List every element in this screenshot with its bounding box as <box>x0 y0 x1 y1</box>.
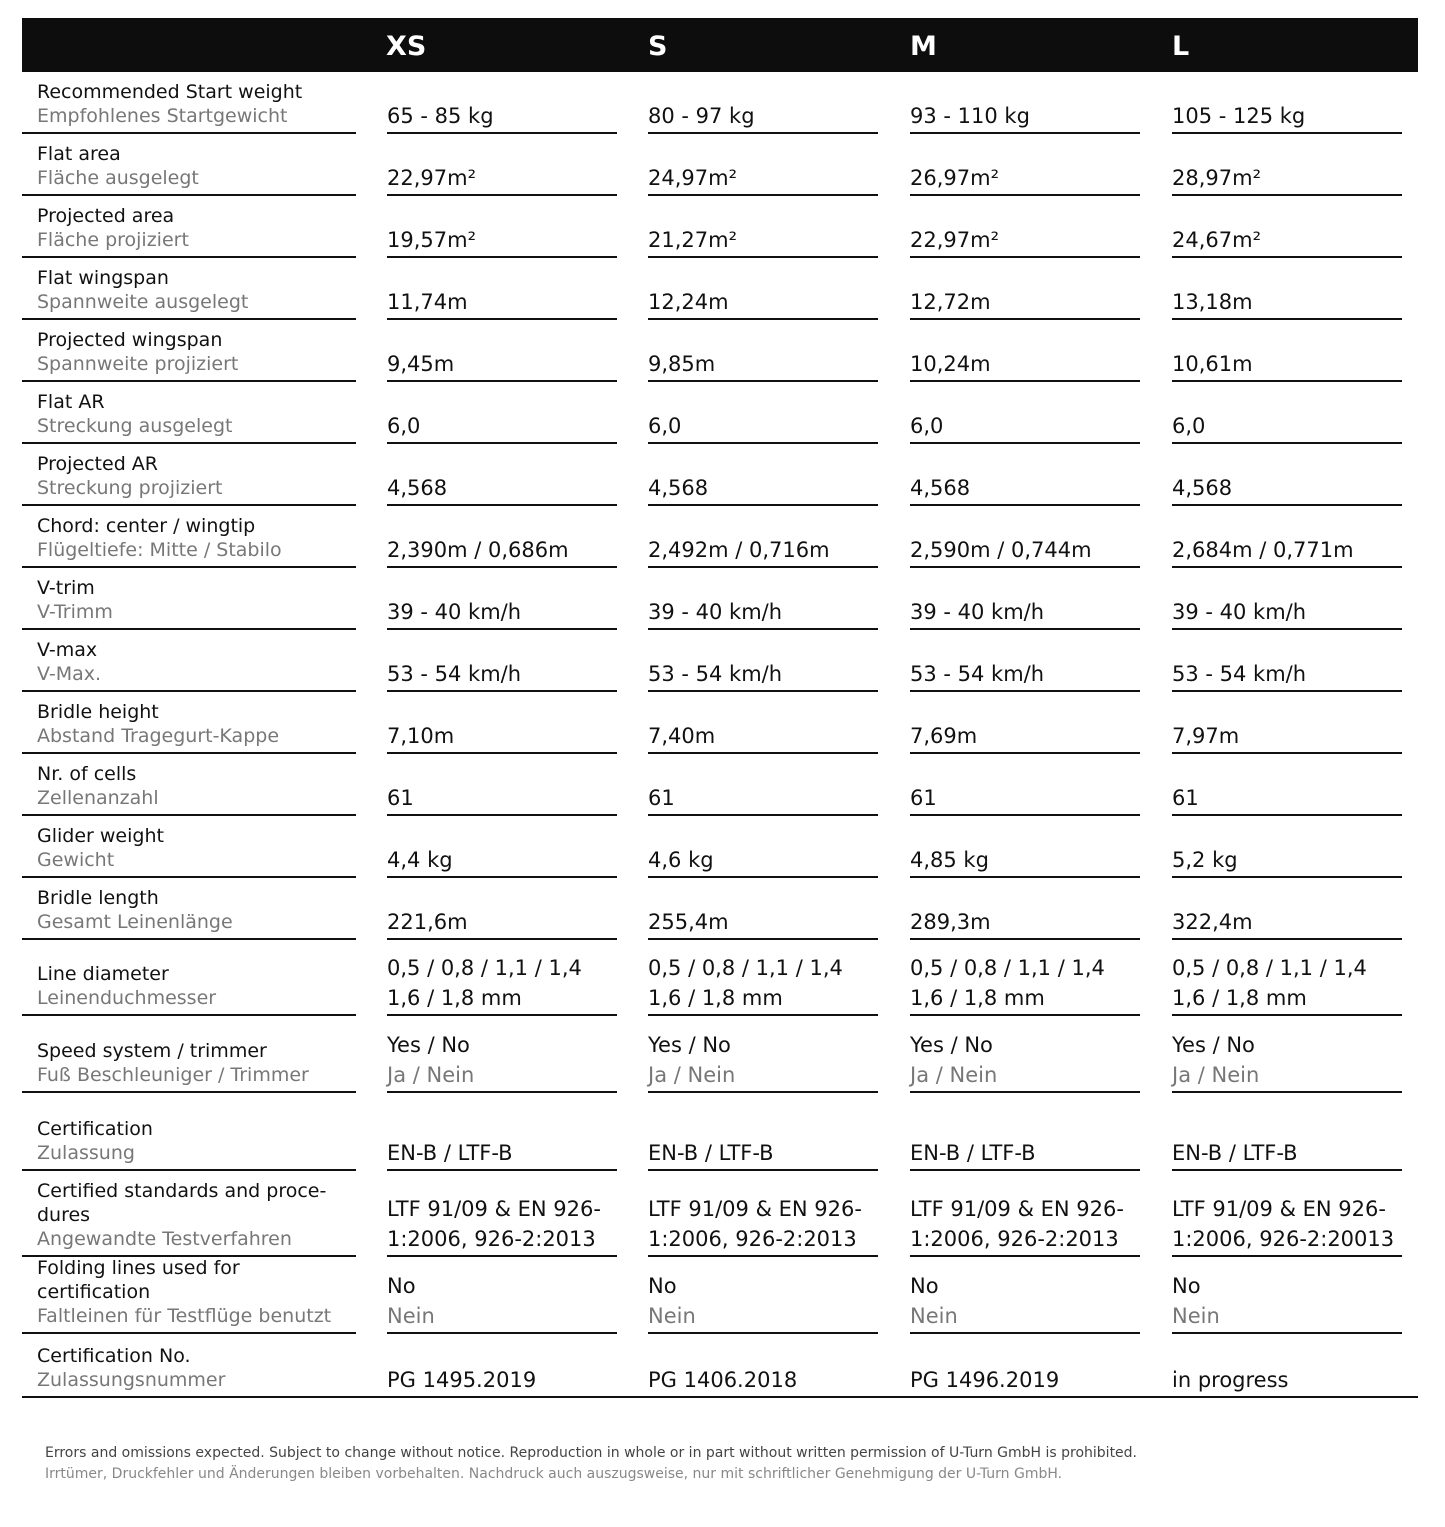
value-cell-xs <box>387 412 617 444</box>
cell-value: Yes / No <box>910 1033 993 1057</box>
row-label-german: Streckung ausgelegt <box>37 415 233 437</box>
cell-value-second-line: Ja / Nein <box>910 1063 998 1087</box>
row-label-english: Flat AR <box>37 391 105 413</box>
row-label <box>22 1344 356 1398</box>
value-cell-m <box>910 474 1140 506</box>
value-cell-l <box>1172 784 1402 816</box>
table-row <box>22 1257 1418 1334</box>
cell-value-second-line: 1:2006, 926-2:2013 <box>387 1227 596 1251</box>
cell-value: EN-B / LTF-B <box>648 1141 774 1165</box>
table-row <box>22 940 1418 1016</box>
cell-value-second-line: Nein <box>648 1304 696 1328</box>
row-label <box>22 962 356 1016</box>
value-cell-l <box>1172 1272 1402 1334</box>
cell-value: 80 - 97 kg <box>648 104 755 128</box>
value-cell-m <box>910 226 1140 258</box>
cell-value-second-line: 1:2006, 926-2:2013 <box>910 1227 1119 1251</box>
cell-value: 7,40m <box>648 724 716 748</box>
cell-value: 6,0 <box>910 414 944 438</box>
row-label <box>22 700 356 754</box>
value-cell-m <box>910 102 1140 134</box>
value-cell-xs <box>387 908 617 940</box>
row-label-english: V-max <box>37 639 98 661</box>
cell-value-second-line: Ja / Nein <box>387 1063 475 1087</box>
table-row <box>22 754 1418 816</box>
row-label <box>22 328 356 382</box>
row-label-english: Projected AR <box>37 453 158 475</box>
cell-value: 61 <box>1172 786 1199 810</box>
value-cell-xs <box>387 660 617 692</box>
row-label-english: Speed system / trimmer <box>37 1040 267 1062</box>
cell-value: 4,568 <box>648 476 709 500</box>
row-label <box>22 204 356 258</box>
value-cell-xs <box>387 1195 617 1257</box>
cell-value: 9,45m <box>387 352 455 376</box>
cell-value: 65 - 85 kg <box>387 104 494 128</box>
row-label-german: Gewicht <box>37 849 115 871</box>
cell-value: 4,6 kg <box>648 848 714 872</box>
value-cell-xs <box>387 1272 617 1334</box>
value-cell-l <box>1172 536 1402 568</box>
row-label-english: Glider weight <box>37 825 164 847</box>
table-row <box>22 72 1418 134</box>
cell-value: 2,390m / 0,686m <box>387 538 569 562</box>
row-label-english: Certification <box>37 1118 153 1140</box>
value-cell-xs <box>387 846 617 878</box>
row-label-english: Nr. of cells <box>37 763 137 785</box>
value-cell-s <box>648 1031 878 1093</box>
cell-value: 11,74m <box>387 290 468 314</box>
cell-value-second-line: 1,6 / 1,8 mm <box>648 986 783 1010</box>
value-cell-xs <box>387 536 617 568</box>
cell-value: LTF 91/09 & EN 926- <box>387 1197 601 1221</box>
cell-value: LTF 91/09 & EN 926- <box>910 1197 1124 1221</box>
value-cell-m <box>910 846 1140 878</box>
value-cell-s <box>648 102 878 134</box>
value-cell-s <box>648 1195 878 1257</box>
row-label-english: Certified standards and proce- <box>37 1180 327 1202</box>
row-label-english-continued: dures <box>37 1204 91 1226</box>
value-cell-m <box>910 660 1140 692</box>
value-cell-m <box>910 1139 1140 1171</box>
value-cell-l <box>1172 954 1402 1016</box>
cell-value: 24,97m² <box>648 166 737 190</box>
value-cell-xs <box>387 164 617 196</box>
value-cell-m <box>910 1366 1140 1398</box>
cell-value: PG 1406.2018 <box>648 1368 798 1392</box>
cell-value: 53 - 54 km/h <box>648 662 783 686</box>
row-label-german: Zulassung <box>37 1142 135 1164</box>
table-row <box>22 630 1418 692</box>
row-label-german: Angewandte Testverfahren <box>37 1228 292 1250</box>
value-cell-s <box>648 288 878 320</box>
size-header-s: S <box>648 31 668 62</box>
cell-value-second-line: Nein <box>387 1304 435 1328</box>
row-label <box>22 1256 356 1334</box>
cell-value: 7,97m <box>1172 724 1240 748</box>
table-row <box>22 382 1418 444</box>
value-cell-l <box>1172 1195 1402 1257</box>
cell-value: 10,61m <box>1172 352 1253 376</box>
table-row <box>22 1334 1418 1398</box>
row-label-german: Empfohlenes Startgewicht <box>37 105 288 127</box>
value-cell-s <box>648 474 878 506</box>
row-label-german: V-Trimm <box>37 601 113 623</box>
value-cell-m <box>910 1031 1140 1093</box>
cell-value: 7,10m <box>387 724 455 748</box>
cell-value: 0,5 / 0,8 / 1,1 / 1,4 <box>910 956 1105 980</box>
value-cell-m <box>910 908 1140 940</box>
row-label-german: Zulassungsnummer <box>37 1369 226 1391</box>
value-cell-s <box>648 164 878 196</box>
row-label-german: Streckung projiziert <box>37 477 223 499</box>
value-cell-l <box>1172 474 1402 506</box>
value-cell-s <box>648 1139 878 1171</box>
cell-value: 61 <box>648 786 675 810</box>
cell-value: EN-B / LTF-B <box>387 1141 513 1165</box>
cell-value: 322,4m <box>1172 910 1253 934</box>
row-label-english: Chord: center / wingtip <box>37 515 256 537</box>
row-label-english: Certification No. <box>37 1345 191 1367</box>
row-label-german: V-Max. <box>37 663 102 685</box>
cell-value: Yes / No <box>387 1033 470 1057</box>
cell-value: 28,97m² <box>1172 166 1261 190</box>
disclaimer-english: Errors and omissions expected. Subject to change without notice. Reproduction in whole or in part without written permission of U-Turn GmbH is prohibited. <box>45 1445 1138 1461</box>
cell-value: EN-B / LTF-B <box>910 1141 1036 1165</box>
value-cell-l <box>1172 164 1402 196</box>
cell-value: 6,0 <box>387 414 421 438</box>
value-cell-xs <box>387 1366 617 1398</box>
row-label-english: Flat area <box>37 143 121 165</box>
cell-value: 7,69m <box>910 724 978 748</box>
row-label-german: Flügeltiefe: Mitte / Stabilo <box>37 539 282 561</box>
table-header <box>22 18 1418 72</box>
row-label-english: Recommended Start weight <box>37 81 303 103</box>
row-label-english: Projected wingspan <box>37 329 223 351</box>
value-cell-s <box>648 954 878 1016</box>
cell-value: 61 <box>387 786 414 810</box>
table-row <box>22 878 1418 940</box>
cell-value-second-line: 1:2006, 926-2:2013 <box>648 1227 857 1251</box>
row-label-english: Bridle height <box>37 701 159 723</box>
table-row <box>22 320 1418 382</box>
table-row <box>22 816 1418 878</box>
cell-value: 0,5 / 0,8 / 1,1 / 1,4 <box>648 956 843 980</box>
value-cell-m <box>910 1272 1140 1334</box>
row-label-german: Faltleinen für Testflüge benutzt <box>37 1305 332 1327</box>
cell-value: No <box>387 1274 416 1298</box>
value-cell-l <box>1172 1139 1402 1171</box>
cell-value: LTF 91/09 & EN 926- <box>1172 1197 1386 1221</box>
row-label-english: V-trim <box>37 577 95 599</box>
row-label-german: Zellenanzahl <box>37 787 159 809</box>
cell-value: 19,57m² <box>387 228 476 252</box>
value-cell-l <box>1172 598 1402 630</box>
row-label-english: Flat wingspan <box>37 267 169 289</box>
cell-value: 22,97m² <box>387 166 476 190</box>
cell-value: 61 <box>910 786 937 810</box>
cell-value-second-line: 1,6 / 1,8 mm <box>387 986 522 1010</box>
value-cell-xs <box>387 598 617 630</box>
cell-value: 22,97m² <box>910 228 999 252</box>
value-cell-s <box>648 350 878 382</box>
value-cell-s <box>648 412 878 444</box>
value-cell-m <box>910 1195 1140 1257</box>
row-label <box>22 762 356 816</box>
cell-value: 24,67m² <box>1172 228 1261 252</box>
value-cell-xs <box>387 1139 617 1171</box>
cell-value: No <box>648 1274 677 1298</box>
value-cell-s <box>648 1272 878 1334</box>
value-cell-s <box>648 784 878 816</box>
value-cell-s <box>648 226 878 258</box>
row-label-english: Bridle length <box>37 887 159 909</box>
value-cell-l <box>1172 660 1402 692</box>
cell-value: in progress <box>1172 1368 1289 1392</box>
cell-value: 4,85 kg <box>910 848 989 872</box>
value-cell-xs <box>387 784 617 816</box>
cell-value: 93 - 110 kg <box>910 104 1030 128</box>
cell-value: 2,684m / 0,771m <box>1172 538 1354 562</box>
disclaimer <box>45 1443 1137 1485</box>
cell-value: 6,0 <box>648 414 682 438</box>
value-cell-s <box>648 846 878 878</box>
value-cell-xs <box>387 722 617 754</box>
cell-value-second-line: Ja / Nein <box>648 1063 736 1087</box>
value-cell-xs <box>387 1031 617 1093</box>
row-label <box>22 1039 356 1093</box>
row-label <box>22 824 356 878</box>
value-cell-m <box>910 536 1140 568</box>
cell-value: 289,3m <box>910 910 991 934</box>
value-cell-s <box>648 536 878 568</box>
table-row <box>22 568 1418 630</box>
row-label <box>22 886 356 940</box>
value-cell-m <box>910 412 1140 444</box>
table-row <box>22 506 1418 568</box>
value-cell-l <box>1172 1031 1402 1093</box>
value-cell-m <box>910 288 1140 320</box>
cell-value: 255,4m <box>648 910 729 934</box>
table-row <box>22 692 1418 754</box>
cell-value: PG 1496.2019 <box>910 1368 1060 1392</box>
value-cell-l <box>1172 908 1402 940</box>
value-cell-xs <box>387 350 617 382</box>
value-cell-xs <box>387 226 617 258</box>
cell-value-second-line: Nein <box>1172 1304 1220 1328</box>
row-label <box>22 638 356 692</box>
value-cell-m <box>910 598 1140 630</box>
value-cell-l <box>1172 846 1402 878</box>
cell-value-second-line: Ja / Nein <box>1172 1063 1260 1087</box>
cell-value: 53 - 54 km/h <box>910 662 1045 686</box>
value-cell-m <box>910 784 1140 816</box>
row-label <box>22 452 356 506</box>
row-label-german: Fläche projiziert <box>37 229 189 251</box>
row-label-german: Fläche ausgelegt <box>37 167 199 189</box>
value-cell-s <box>648 1366 878 1398</box>
table-row <box>22 444 1418 506</box>
row-label-english: Line diameter <box>37 963 169 985</box>
cell-value: 39 - 40 km/h <box>387 600 522 624</box>
row-label <box>22 390 356 444</box>
cell-value: 0,5 / 0,8 / 1,1 / 1,4 <box>387 956 582 980</box>
cell-value: 4,4 kg <box>387 848 453 872</box>
value-cell-m <box>910 954 1140 1016</box>
table-row <box>22 1171 1418 1257</box>
cell-value: 4,568 <box>387 476 448 500</box>
value-cell-s <box>648 660 878 692</box>
table-row <box>22 134 1418 196</box>
cell-value: 4,568 <box>910 476 971 500</box>
size-header-xs: XS <box>386 31 427 62</box>
cell-value: LTF 91/09 & EN 926- <box>648 1197 862 1221</box>
value-cell-m <box>910 164 1140 196</box>
row-label-german: Spannweite ausgelegt <box>37 291 249 313</box>
cell-value: 10,24m <box>910 352 991 376</box>
row-label-english: Folding lines used for certification <box>37 1257 240 1303</box>
row-label <box>22 1179 356 1257</box>
cell-value: 13,18m <box>1172 290 1253 314</box>
cell-value: PG 1495.2019 <box>387 1368 537 1392</box>
table-body <box>22 72 1418 1398</box>
size-header-m: M <box>910 31 937 62</box>
cell-value: 0,5 / 0,8 / 1,1 / 1,4 <box>1172 956 1367 980</box>
cell-value: 26,97m² <box>910 166 999 190</box>
cell-value: 5,2 kg <box>1172 848 1238 872</box>
cell-value: Yes / No <box>1172 1033 1255 1057</box>
row-label <box>22 514 356 568</box>
table-row <box>22 196 1418 258</box>
cell-value: 53 - 54 km/h <box>387 662 522 686</box>
value-cell-s <box>648 722 878 754</box>
row-label-german: Leinenduchmesser <box>37 987 217 1009</box>
row-label-german: Fuß Beschleuniger / Trimmer <box>37 1064 309 1086</box>
row-label-german: Spannweite projiziert <box>37 353 239 375</box>
value-cell-xs <box>387 474 617 506</box>
table-row <box>22 258 1418 320</box>
table-row <box>22 1016 1418 1093</box>
value-cell-l <box>1172 226 1402 258</box>
value-cell-s <box>648 908 878 940</box>
cell-value-second-line: Nein <box>910 1304 958 1328</box>
value-cell-l <box>1172 288 1402 320</box>
value-cell-xs <box>387 102 617 134</box>
value-cell-m <box>910 350 1140 382</box>
cell-value: 12,24m <box>648 290 729 314</box>
row-label <box>22 576 356 630</box>
cell-value: EN-B / LTF-B <box>1172 1141 1298 1165</box>
spec-table <box>22 18 1418 1398</box>
value-cell-l <box>1172 722 1402 754</box>
value-cell-xs <box>387 954 617 1016</box>
cell-value: 39 - 40 km/h <box>1172 600 1307 624</box>
cell-value: 53 - 54 km/h <box>1172 662 1307 686</box>
value-cell-l <box>1172 1366 1402 1398</box>
cell-value: 2,492m / 0,716m <box>648 538 830 562</box>
row-label-english: Projected area <box>37 205 175 227</box>
value-cell-l <box>1172 412 1402 444</box>
cell-value: 12,72m <box>910 290 991 314</box>
cell-value: 39 - 40 km/h <box>910 600 1045 624</box>
cell-value: Yes / No <box>648 1033 731 1057</box>
value-cell-m <box>910 722 1140 754</box>
cell-value: 221,6m <box>387 910 468 934</box>
size-header-l: L <box>1172 31 1190 62</box>
cell-value-second-line: 1,6 / 1,8 mm <box>910 986 1045 1010</box>
cell-value: 39 - 40 km/h <box>648 600 783 624</box>
cell-value-second-line: 1:2006, 926-2:20013 <box>1172 1227 1395 1251</box>
cell-value: 2,590m / 0,744m <box>910 538 1092 562</box>
row-label-german: Abstand Tragegurt-Kappe <box>37 725 280 747</box>
row-label <box>22 266 356 320</box>
table-row <box>22 1093 1418 1171</box>
value-cell-xs <box>387 288 617 320</box>
table-bottom-rule <box>22 1396 1418 1398</box>
value-cell-l <box>1172 350 1402 382</box>
disclaimer-german: Irrtümer, Druckfehler und Änderungen bleiben vorbehalten. Nachdruck auch auszugsweise, nur mit schriftlicher Genehmigung der U-Turn GmbH. <box>45 1466 1063 1482</box>
cell-value: No <box>1172 1274 1201 1298</box>
cell-value: 6,0 <box>1172 414 1206 438</box>
row-label-german: Gesamt Leinenlänge <box>37 911 233 933</box>
row-label <box>22 1117 356 1171</box>
row-label <box>22 142 356 196</box>
cell-value-second-line: 1,6 / 1,8 mm <box>1172 986 1307 1010</box>
cell-value: No <box>910 1274 939 1298</box>
value-cell-l <box>1172 102 1402 134</box>
cell-value: 105 - 125 kg <box>1172 104 1306 128</box>
cell-value: 21,27m² <box>648 228 737 252</box>
cell-value: 4,568 <box>1172 476 1233 500</box>
cell-value: 9,85m <box>648 352 716 376</box>
value-cell-s <box>648 598 878 630</box>
row-label <box>22 80 356 134</box>
